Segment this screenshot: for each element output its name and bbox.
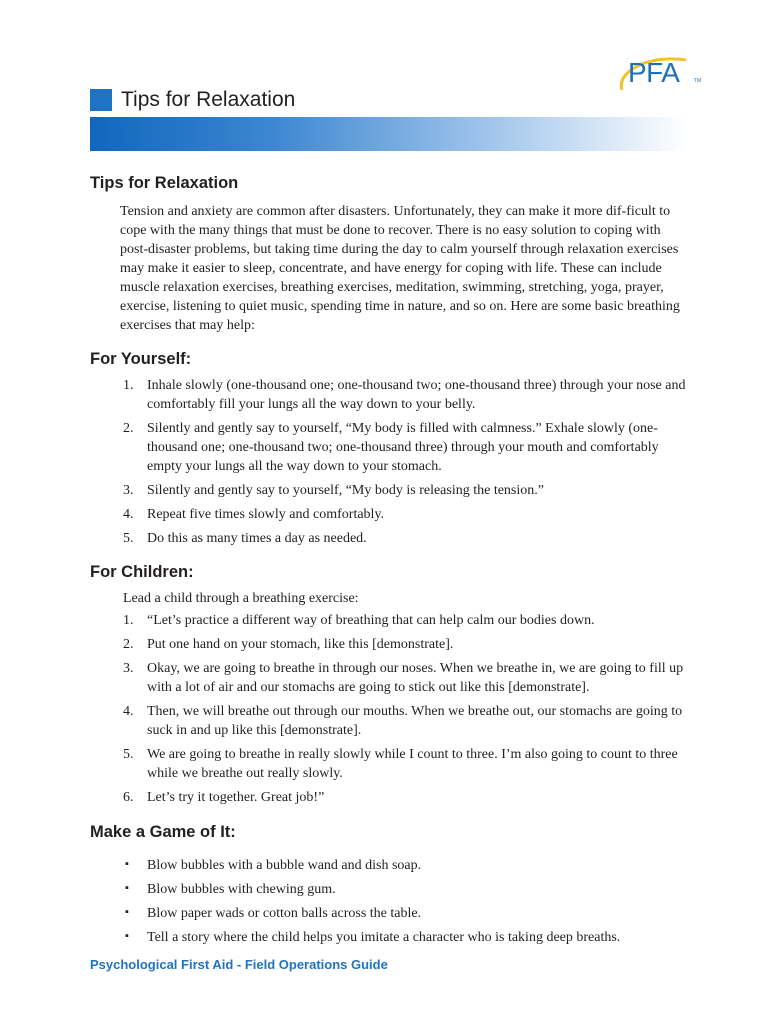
title-square-icon <box>90 89 112 111</box>
list-item <box>90 529 690 548</box>
list-item <box>90 419 690 476</box>
list-item <box>90 659 690 697</box>
list-item-text: Blow bubbles with chewing gum. <box>147 882 336 897</box>
list-item-text: Do this as many times a day as needed. <box>147 531 367 546</box>
list-item-text: Blow bubbles with a bubble wand and dish soap. <box>147 858 422 873</box>
list-item-text: Then, we will breathe out through our mouths. When we breathe out, our stomachs are going to suck in and up like this [demonstrate]. <box>147 704 683 738</box>
pfa-logo <box>608 50 704 96</box>
list-number: 6. <box>123 790 134 805</box>
document-body <box>90 174 690 952</box>
list-item-text: Silently and gently say to yourself, “My body is releasing the tension.” <box>147 483 544 498</box>
list-item <box>90 611 690 630</box>
list-number: 5. <box>123 747 134 762</box>
list-item <box>90 376 690 414</box>
header-gradient-bar <box>90 117 688 151</box>
list-number: 5. <box>123 531 134 546</box>
logo-trademark: TM <box>694 78 702 84</box>
list-item-text: Put one hand on your stomach, like this [demonstrate]. <box>147 637 454 652</box>
page-title: Tips for Relaxation <box>121 88 296 111</box>
list-item <box>90 856 690 875</box>
section-heading-game: Make a Game of It: <box>90 823 236 841</box>
list-number: 1. <box>123 378 134 393</box>
children-list <box>90 611 690 807</box>
list-number: 2. <box>123 637 134 652</box>
list-item-text: Let’s try it together. Great job!” <box>147 790 325 805</box>
list-item <box>90 788 690 807</box>
square-bullet-icon: ▪ <box>125 906 129 918</box>
section-heading-tips: Tips for Relaxation <box>90 174 239 192</box>
list-item <box>90 702 690 740</box>
square-bullet-icon: ▪ <box>125 882 129 894</box>
list-item <box>90 904 690 923</box>
list-number: 3. <box>123 661 134 676</box>
square-bullet-icon: ▪ <box>125 858 129 870</box>
list-item-text: We are going to breathe in really slowly while I count to three. I’m also going to count to three while we breathe out really slowly. <box>147 747 678 781</box>
children-intro: Lead a child through a breathing exercise: <box>123 591 359 606</box>
list-item-text: Repeat five times slowly and comfortably. <box>147 507 385 522</box>
section-heading-children: For Children: <box>90 563 194 581</box>
list-item <box>90 880 690 899</box>
list-item <box>90 745 690 783</box>
list-number: 3. <box>123 483 134 498</box>
list-item <box>90 481 690 500</box>
list-item-text: Blow paper wads or cotton balls across the table. <box>147 906 422 921</box>
list-number: 4. <box>123 704 134 719</box>
list-item <box>90 928 690 947</box>
footer-title: Psychological First Aid - Field Operations Guide <box>90 957 388 972</box>
list-number: 4. <box>123 507 134 522</box>
list-item-text: Okay, we are going to breathe in through our noses. When we breathe in, we are going to fill up with a lot of air and our stomachs are going to stick out like this [demonstrate]. <box>147 661 684 695</box>
list-number: 2. <box>123 421 134 436</box>
list-item <box>90 635 690 654</box>
section-heading-yourself: For Yourself: <box>90 350 192 368</box>
intro-paragraph: Tension and anxiety are common after disasters. Unfortunately, they can make it more dif-ficult to cope with the many things that must be done to recover. There is no easy solution to coping with post-disaster problems, but taking time during the day to calm yourself through relaxation exercises may make it easier to sleep, concentrate, and have energy for coping with life. These can include muscle relaxation exercises, breathing exercises, meditation, swimming, stretching, yoga, prayer, exercise, listening to quiet music, spending time in nature, and so on. Here are some basic breathing exercises that may help: <box>120 204 680 333</box>
list-item-text: “Let’s practice a different way of breathing that can help calm our bodies down. <box>147 613 595 628</box>
logo-text: PFA <box>628 57 680 88</box>
list-item-text: Inhale slowly (one-thousand one; one-thousand two; one-thousand three) through your nose and comfortably fill your lungs all the way down to your belly. <box>147 378 686 412</box>
list-item <box>90 505 690 524</box>
square-bullet-icon: ▪ <box>125 930 129 942</box>
list-item-text: Tell a story where the child helps you imitate a character who is taking deep breaths. <box>147 930 621 945</box>
list-number: 1. <box>123 613 134 628</box>
game-list <box>90 856 690 947</box>
yourself-list <box>90 376 690 548</box>
list-item-text: Silently and gently say to yourself, “My body is filled with calmness.” Exhale slowly (one-thousand one; one-thousand two; one-thousand three) through your mouth and comfortably empty your lungs all the way down to your stomach. <box>147 421 659 474</box>
